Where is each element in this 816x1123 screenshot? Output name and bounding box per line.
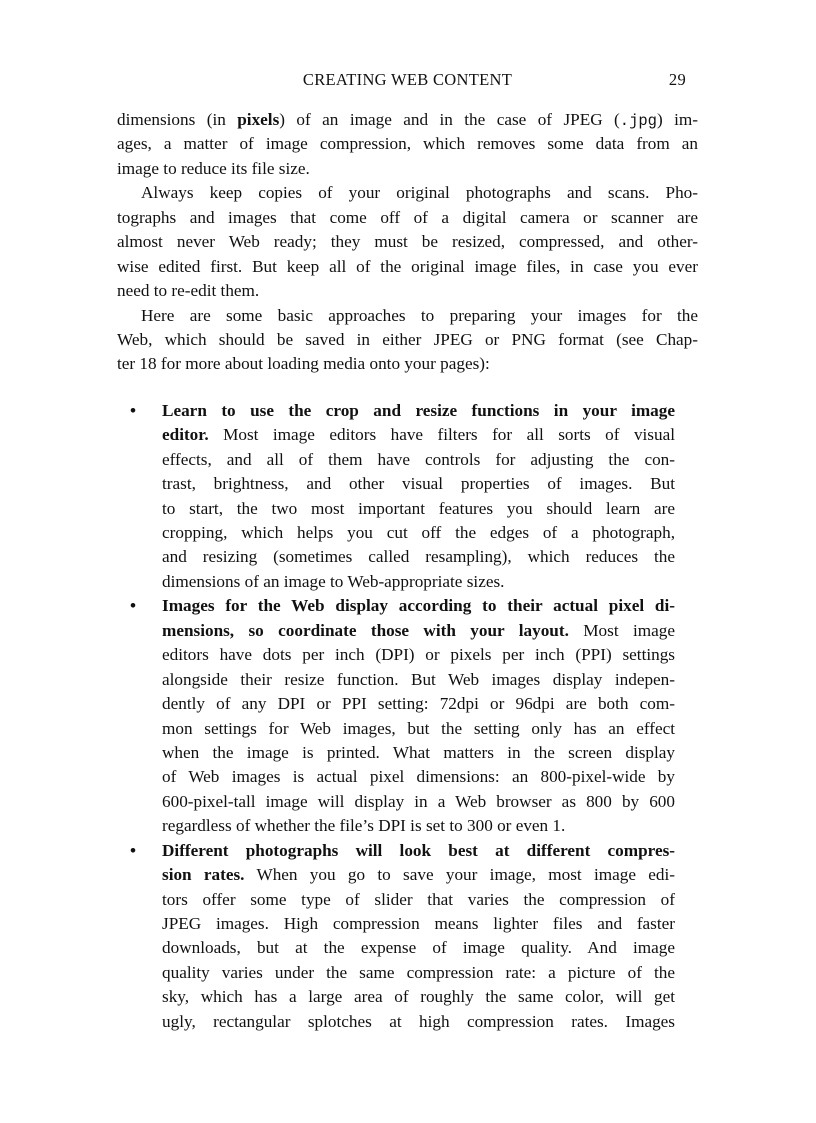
text-line: [162, 839, 675, 863]
bold-text: mensions, so coordinate those with your layout.: [162, 620, 569, 640]
text-segment: effects, and all of them have controls for adjusting the con-: [162, 449, 675, 469]
text-segment: and resizing (sometimes called resampling), which reduces the: [162, 547, 675, 567]
text-line: [162, 399, 675, 423]
text-segment: sky, which has a large area of roughly the same color, will get: [162, 987, 675, 1007]
text-segment: regardless of whether the file’s DPI is set to 300 or even 1.: [162, 816, 566, 836]
text-line: [162, 961, 675, 985]
paragraph: [117, 181, 698, 303]
text-segment: When you go to save your image, most image edi-: [244, 865, 675, 885]
bold-text: Different photographs will look best at different compres-: [162, 840, 675, 860]
text-line: [117, 304, 698, 328]
text-line: [117, 132, 698, 156]
code-text: .jpg: [619, 112, 657, 130]
text-line: [117, 206, 698, 230]
paragraph: [117, 108, 698, 181]
text-segment: tors offer some type of slider that varies the compression of: [162, 889, 675, 909]
text-line: [162, 790, 675, 814]
text-line: [162, 717, 675, 741]
text-segment: ugly, rectangular splotches at high compression rates. Images: [162, 1011, 675, 1031]
text-segment: cropping, which helps you cut off the edges of a photograph,: [162, 523, 675, 542]
text-segment: Most image: [568, 620, 675, 640]
text-segment: JPEG images. High compression means lighter files and faster: [162, 914, 675, 933]
text-segment: mon settings for Web images, but the setting only has an effect: [162, 718, 675, 738]
bold-text: Learn to use the crop and resize functions in your image: [162, 400, 675, 420]
text-line: [117, 108, 698, 132]
list-item: [130, 399, 675, 595]
text-line: [162, 741, 675, 765]
text-segment: to start, the two most important features you should learn are: [162, 498, 675, 518]
paragraphs: [117, 108, 698, 377]
running-title: CREATING WEB CONTENT: [302, 70, 513, 89]
text-line: [162, 863, 675, 887]
text-segment: editors have dots per inch (DPI) or pixels per inch (PPI) settings: [162, 645, 675, 665]
text-segment: ter 18 for more about loading media onto your pages):: [117, 354, 490, 374]
text-line: [117, 328, 698, 352]
text-line: [162, 668, 675, 692]
text-line: [117, 279, 698, 303]
text-segment: when the image is printed. What matters in the screen display: [162, 742, 675, 762]
list-item: [130, 594, 675, 838]
text-line: [162, 545, 675, 569]
text-line: [162, 423, 675, 447]
text-segment: image to reduce its file size.: [117, 158, 310, 178]
text-segment: trast, brightness, and other visual properties of images. But: [162, 474, 675, 494]
text-segment: need to re-edit them.: [117, 281, 260, 301]
text-segment: 600-pixel-tall image will display in a Web browser as 800 by 600: [162, 791, 675, 811]
text-segment: tographs and images that come off of a digital camera or scanner are: [117, 207, 698, 227]
text-line: [162, 985, 675, 1009]
bold-text: Images for the Web display according to their actual pixel di-: [162, 596, 675, 616]
text-segment: Always keep copies of your original photographs and scans. Pho-: [141, 183, 698, 203]
text-segment: dently of any DPI or PPI setting: 72dpi or 96dpi are both com-: [162, 694, 675, 714]
text-segment: alongside their resize function. But Web images display indepen-: [162, 669, 675, 689]
text-line: [162, 448, 675, 472]
text-segment: of Web images is actual pixel dimensions: an 800-pixel-wide by: [162, 767, 675, 787]
text-line: [162, 814, 675, 838]
text-segment: quality varies under the same compression rate: a picture of the: [162, 962, 675, 982]
paragraph: [117, 304, 698, 377]
text-line: [162, 692, 675, 716]
bullet-list: [130, 399, 675, 1034]
text-segment: dimensions (in: [117, 110, 238, 129]
text-segment: Most image editors have filters for all sorts of visual: [208, 425, 675, 445]
text-segment: Here are some basic approaches to preparing your images for the: [141, 305, 698, 325]
text-segment: Web, which should be saved in either JPEG or PNG format (see Chap-: [117, 329, 698, 349]
text-segment: ages, a matter of image compression, which removes some data from an: [117, 134, 698, 154]
text-line: [117, 157, 698, 181]
text-segment: wise edited first. But keep all of the original image files, in case you ever: [117, 256, 698, 276]
text-line: [162, 570, 675, 594]
text-line: [162, 521, 675, 545]
bullet-icon: •: [130, 596, 137, 616]
bold-text: pixels: [237, 110, 280, 129]
bold-text: editor.: [162, 425, 209, 445]
text-line: [117, 255, 698, 279]
text-segment: ) im-: [656, 110, 699, 129]
text-segment: dimensions of an image to Web-appropriate sizes.: [162, 571, 505, 591]
text-segment: downloads, but at the expense of image quality. And image: [162, 938, 675, 958]
text-line: [162, 1010, 675, 1034]
list-item: [130, 839, 675, 1035]
text-line: [162, 643, 675, 667]
text-line: [117, 230, 698, 254]
bold-text: sion rates.: [162, 865, 245, 885]
text-line: [162, 472, 675, 496]
text-line: [117, 181, 698, 205]
text-line: [162, 912, 675, 936]
page-number: 29: [668, 70, 686, 89]
text-line: [162, 619, 675, 643]
text-line: [162, 594, 675, 618]
text-line: [162, 765, 675, 789]
text-segment: almost never Web ready; they must be resized, compressed, and other-: [117, 232, 698, 252]
text-segment: ) of an image and in the case of JPEG (: [279, 110, 620, 129]
running-header: [117, 70, 698, 94]
text-line: [162, 936, 675, 960]
text-line: [117, 352, 698, 376]
text-line: [162, 497, 675, 521]
bullet-icon: •: [130, 400, 137, 420]
bullet-icon: •: [130, 840, 137, 860]
text-line: [162, 888, 675, 912]
body-text: [117, 108, 698, 1034]
